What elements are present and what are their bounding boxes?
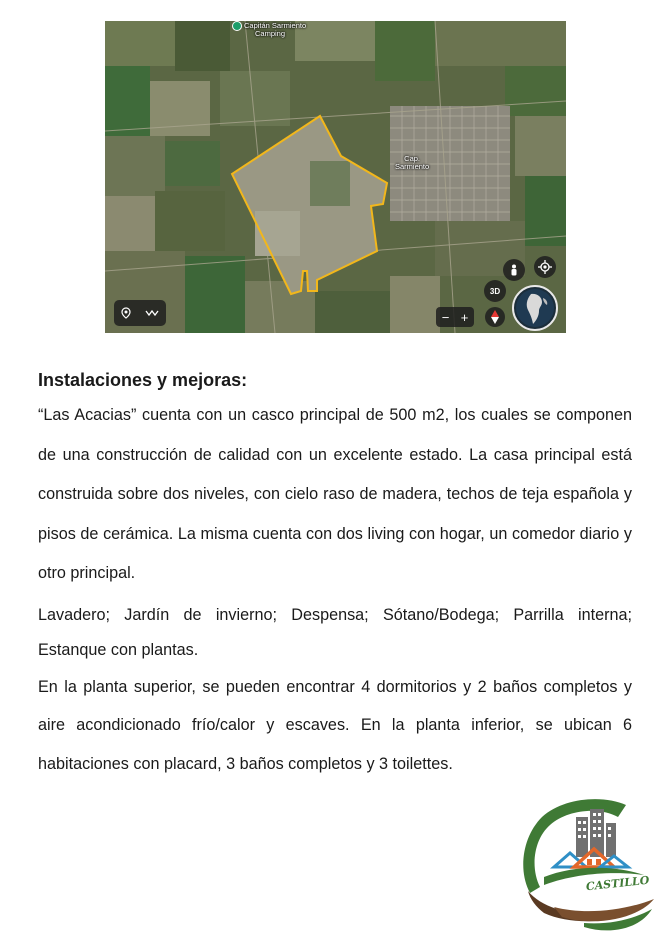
town-label[interactable]: Cap. Sarmiento	[395, 154, 430, 171]
locate-button[interactable]	[534, 256, 556, 278]
zoom-control[interactable]	[436, 307, 474, 327]
3d-toggle-button[interactable]: 3D	[484, 280, 506, 302]
street-view-icon	[510, 264, 518, 276]
satellite-map[interactable]	[105, 21, 566, 333]
section-heading: Instalaciones y mejoras:	[38, 370, 248, 390]
compass-icon	[491, 310, 499, 324]
installations-section	[38, 368, 632, 783]
locate-icon	[538, 260, 552, 274]
zoom-out-button[interactable]: −	[441, 309, 450, 325]
logo-text: CASTILLO	[585, 873, 650, 894]
paragraph-amenities: Lavadero; Jardín de invierno; Despensa; Sótano/Bodega; Parrilla interna; Estanque con plantas.	[38, 605, 632, 659]
compass-button[interactable]	[485, 307, 505, 327]
globe-button[interactable]	[512, 285, 558, 331]
camping-label[interactable]: Capitán Sarmiento Camping	[233, 22, 306, 38]
paragraph-casco-principal: “Las Acacias” cuenta con un casco principal de 500 m2, los cuales se componen de una construcción de calidad con un excelente estado. La casa principal está construida sobre dos niveles, con cielo raso de madera, techos de teja española y pisos de cerámica. La misma cuenta con dos living con hogar, un comedor diario y otro principal.	[38, 406, 632, 582]
street-view-button[interactable]	[503, 259, 525, 281]
camping-pin-icon	[233, 22, 241, 30]
globe-icon	[515, 288, 555, 328]
layers-control[interactable]	[114, 300, 166, 326]
path-icon	[145, 308, 159, 318]
zoom-in-button[interactable]: +	[460, 309, 469, 325]
castillo-logo	[514, 795, 660, 935]
layers-icon	[121, 307, 131, 319]
paragraph-planta-superior-inferior: En la planta superior, se pueden encontrar 4 dormitorios y 2 baños completos y aire acondicionado frío/calor y escaves. En la planta inferior, se ubican 6 habitaciones con placard, 3 baños completos y 3 toilettes.	[38, 677, 632, 773]
